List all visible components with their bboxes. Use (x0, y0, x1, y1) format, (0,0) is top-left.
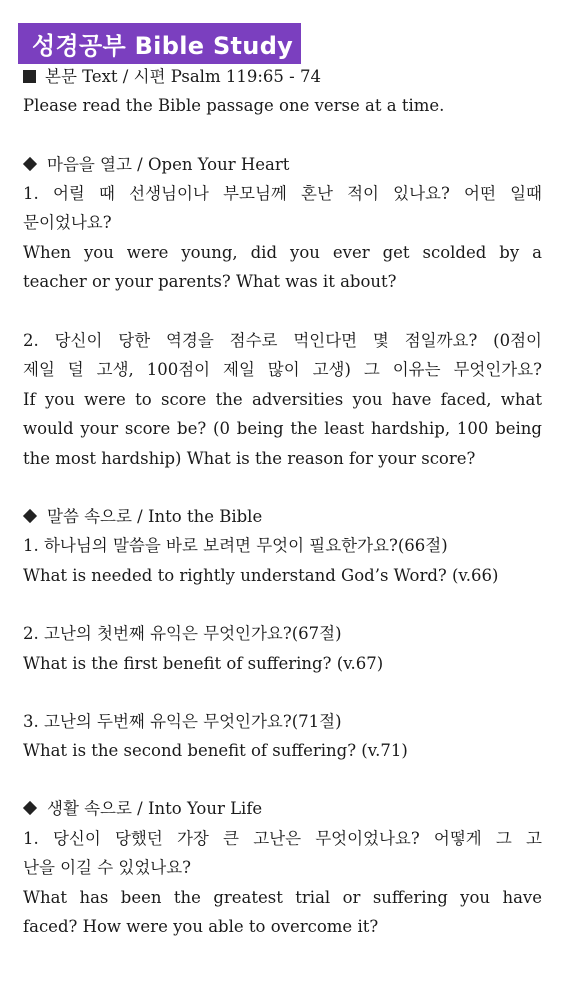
into-life-q1-ko-line1: 1. 당신이 당했던 가장 큰 고난은 무엇이었나요? 어떻게 그 고 (23, 829, 542, 848)
section-heading-into-bible (23, 507, 262, 527)
section-heading-into-life (23, 799, 262, 819)
open-heart-q1-ko-line2: 문이었나요? (23, 213, 112, 232)
into-bible-q3-ko: 3. 고난의 두번째 유익은 무엇인가요?(71절) (23, 712, 342, 731)
square-bullet-icon (23, 70, 36, 83)
into-life-q1-ko-line2: 난을 이길 수 있었나요? (23, 858, 192, 877)
section-heading-open-heart (23, 155, 289, 175)
into-bible-q1-ko: 1. 하나님의 말씀을 바로 보려면 무엇이 필요한가요?(66절) (23, 536, 448, 555)
text-reference-line (23, 67, 321, 87)
into-bible-q2-ko: 2. 고난의 첫번째 유익은 무엇인가요?(67절) (23, 624, 342, 643)
into-bible-q1-en: What is needed to rightly understand God’s Word? (v.66) (23, 566, 499, 585)
into-life-q1-en-line2: faced? How were you able to overcome it? (23, 917, 379, 936)
title-banner (18, 23, 301, 64)
diamond-bullet-icon (23, 801, 37, 815)
into-bible-q3-en: What is the second benefit of suffering? (v.71) (23, 741, 408, 760)
open-heart-q1-ko-line1: 1. 어릴 때 선생님이나 부모님께 혼난 적이 있나요? 어떤 일때 (23, 184, 542, 203)
open-heart-q2-en-line2: would your score be? (0 being the least hardship, 100 being (23, 419, 542, 438)
open-heart-q2-en-line1: If you were to score the adversities you have faced, what (23, 390, 542, 409)
into-bible-q2-en: What is the first benefit of suffering? (v.67) (23, 654, 384, 673)
text-reference: 본문 Text / 시편 Psalm 119:65 - 74 (45, 67, 321, 86)
page-title: 성경공부 Bible Study (32, 32, 294, 60)
into-life-q1-en-line1: What has been the greatest trial or suffering you have (23, 888, 542, 907)
diamond-bullet-icon (23, 509, 37, 523)
open-heart-q2-ko-line2: 제일 덜 고생, 100점이 제일 많이 고생) 그 이유는 무엇인가요? (23, 360, 542, 379)
open-heart-q2-ko-line1: 2. 당신이 당한 역경을 점수로 먹인다면 몇 점일까요? (0점이 (23, 331, 542, 350)
into-bible-heading: 말씀 속으로 / Into the Bible (47, 507, 263, 526)
diamond-bullet-icon (23, 157, 37, 171)
open-heart-heading: 마음을 열고 / Open Your Heart (47, 155, 290, 174)
instruction: Please read the Bible passage one verse at a time. (23, 96, 445, 115)
open-heart-q2-en-line3: the most hardship) What is the reason for your score? (23, 449, 476, 468)
open-heart-q1-en-line1: When you were young, did you ever get scolded by a (23, 243, 542, 262)
into-life-heading: 생활 속으로 / Into Your Life (47, 799, 263, 818)
open-heart-q1-en-line2: teacher or your parents? What was it about? (23, 272, 397, 291)
